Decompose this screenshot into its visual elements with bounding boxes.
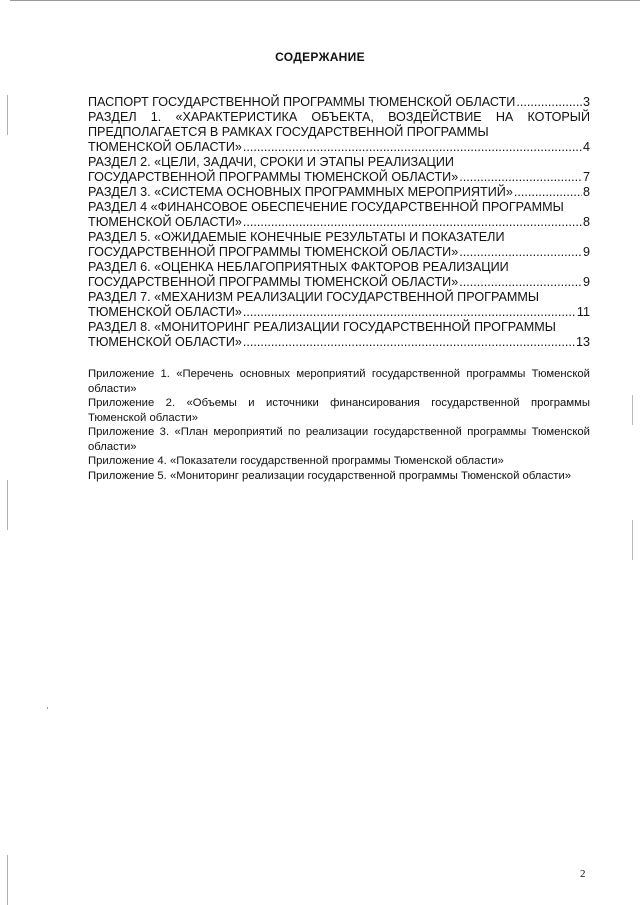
toc-entry-title: РАЗДЕЛ 7. «МЕХАНИЗМ РЕАЛИЗАЦИИ ГОСУДАРСТВЕННОЙ ПРОГРАММЫ [88, 290, 540, 304]
scan-border-left [7, 95, 8, 135]
toc-leader-dots [516, 95, 582, 110]
toc-entry-title-end: ТЮМЕНСКОЙ ОБЛАСТИ» [88, 305, 242, 319]
toc-entry-title-end: ГОСУДАРСТВЕННОЙ ПРОГРАММЫ ТЮМЕНСКОЙ ОБЛАСТИ» [88, 170, 459, 184]
toc-entry-title: РАЗДЕЛ 6. «ОЦЕНКА НЕБЛАГОПРИЯТНЫХ ФАКТОРОВ РЕАЛИЗАЦИИ [88, 260, 509, 274]
toc-entry-title-end: ТЮМЕНСКОЙ ОБЛАСТИ» [88, 140, 242, 154]
toc-entry-title: РАЗДЕЛ 4 «ФИНАНСОВОЕ ОБЕСПЕЧЕНИЕ ГОСУДАРСТВЕННОЙ ПРОГРАММЫ [88, 200, 564, 214]
toc-leader-dots [459, 170, 582, 185]
toc-leader-dots [243, 305, 576, 320]
toc-page-number: 8 [582, 215, 590, 229]
toc-entry-title: РАЗДЕЛ 1. «ХАРАКТЕРИСТИКА ОБЪЕКТА, ВОЗДЕЙСТВИЕ НА КОТОРЫЙ ПРЕДПОЛАГАЕТСЯ В РАМКАХ ГОСУДАРСТВЕННОЙ ПРОГРАММЫ [88, 110, 590, 139]
toc-entry[interactable] [88, 110, 590, 155]
toc-entry-title: РАЗДЕЛ 3. «СИСТЕМА ОСНОВНЫХ ПРОГРАММНЫХ МЕРОПРИЯТИЙ» [88, 185, 513, 199]
toc-entry[interactable] [88, 320, 590, 350]
toc-entry-title-end: ГОСУДАРСТВЕННОЙ ПРОГРАММЫ ТЮМЕНСКОЙ ОБЛАСТИ» [88, 245, 459, 259]
appendix-list [88, 367, 590, 483]
toc-page-number: 7 [582, 170, 590, 184]
toc-entry[interactable] [88, 290, 590, 320]
scan-border-right [632, 520, 633, 560]
toc-entry[interactable] [88, 185, 590, 200]
toc-entry[interactable] [88, 95, 590, 110]
toc-entry-title: РАЗДЕЛ 2. «ЦЕЛИ, ЗАДАЧИ, СРОКИ И ЭТАПЫ РЕАЛИЗАЦИИ [88, 155, 454, 169]
toc-entry-title: ПАСПОРТ ГОСУДАРСТВЕННОЙ ПРОГРАММЫ ТЮМЕНСКОЙ ОБЛАСТИ [88, 95, 516, 109]
toc-entry-title-end: ТЮМЕНСКОЙ ОБЛАСТИ» [88, 215, 242, 229]
table-of-contents [88, 95, 590, 350]
toc-leader-dots [459, 245, 582, 260]
toc-page-number: 9 [582, 245, 590, 259]
toc-page-number: 3 [582, 95, 590, 109]
appendix-item[interactable]: Приложение 1. «Перечень основных мероприятий государственной программы Тюменской области» [88, 368, 590, 395]
scan-border-left [7, 480, 8, 530]
appendix-item[interactable]: Приложение 5. «Мониторинг реализации государственной программы Тюменской области» [88, 469, 572, 482]
toc-entry-title: РАЗДЕЛ 5. «ОЖИДАЕМЫЕ КОНЕЧНЫЕ РЕЗУЛЬТАТЫ И ПОКАЗАТЕЛИ [88, 230, 505, 244]
toc-entry[interactable] [88, 200, 590, 230]
toc-leader-dots [243, 140, 582, 155]
toc-entry-title-end: ТЮМЕНСКОЙ ОБЛАСТИ» [88, 335, 242, 349]
scan-border-top [10, 0, 640, 1]
appendix-item[interactable]: Приложение 3. «План мероприятий по реализации государственной программы Тюменской области» [88, 426, 590, 453]
appendix-item[interactable]: Приложение 2. «Объемы и источники финансирования государственной программы Тюменской области» [88, 397, 590, 424]
toc-page-number: 8 [582, 185, 590, 199]
scan-border-left [7, 855, 8, 905]
toc-page-number: 4 [582, 140, 590, 154]
toc-page-number: 9 [582, 275, 590, 289]
toc-entry[interactable] [88, 260, 590, 290]
toc-leader-dots [459, 275, 582, 290]
toc-entry-title-end: ГОСУДАРСТВЕННОЙ ПРОГРАММЫ ТЮМЕНСКОЙ ОБЛАСТИ» [88, 275, 459, 289]
toc-leader-dots [514, 185, 582, 200]
appendix-item[interactable]: Приложение 4. «Показатели государственной программы Тюменской области» [88, 455, 504, 467]
toc-leader-dots [243, 215, 582, 230]
page-number: 2 [580, 868, 586, 880]
toc-leader-dots [243, 335, 575, 350]
toc-entry-title: РАЗДЕЛ 8. «МОНИТОРИНГ РЕАЛИЗАЦИИ ГОСУДАРСТВЕННОЙ ПРОГРАММЫ [88, 320, 556, 334]
scan-speck [47, 707, 48, 709]
scan-border-right [632, 395, 633, 425]
toc-page-number: 13 [575, 335, 590, 349]
toc-page-number: 11 [576, 305, 590, 319]
toc-entry[interactable] [88, 230, 590, 260]
page-title: СОДЕРЖАНИЕ [275, 50, 365, 64]
toc-entry[interactable] [88, 155, 590, 185]
